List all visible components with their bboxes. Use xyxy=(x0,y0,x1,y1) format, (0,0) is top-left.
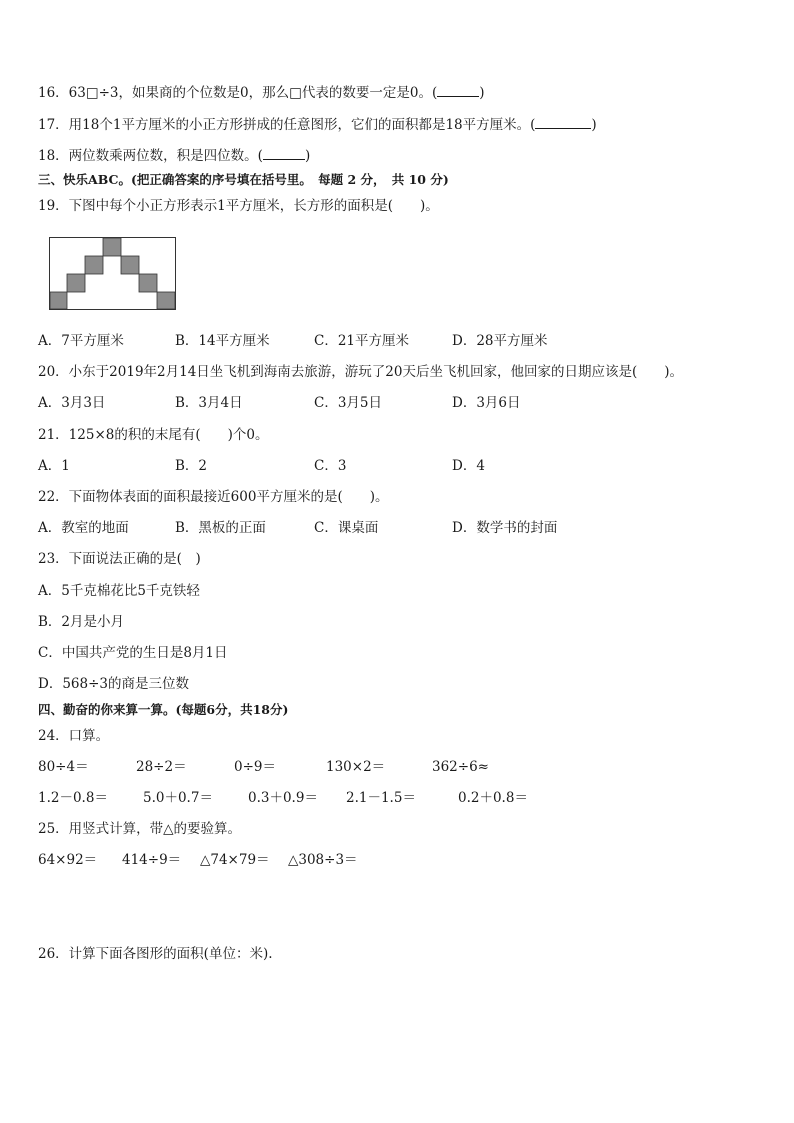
question-17: 17．用18个1平方厘米的小正方形拼成的任意图形，它们的面积都是18平方厘米。( ) xyxy=(38,114,597,134)
question-24: 24．口算。 xyxy=(38,728,110,744)
vertical-calc-item: △308÷3＝ xyxy=(288,852,358,868)
question-23: 23．下面说法正确的是( ) xyxy=(38,551,201,567)
vertical-calc-item: △74×79＝ xyxy=(200,852,270,868)
q19-option-a[interactable]: A．7平方厘米 xyxy=(38,333,124,349)
q21-option-c[interactable]: C．3 xyxy=(314,458,347,474)
question-19: 19．下图中每个小正方形表示1平方厘米，长方形的面积是( )。 xyxy=(38,198,439,214)
q20-option-a[interactable]: A．3月3日 xyxy=(38,395,106,411)
oral-calc-item: 1.2－0.8＝ xyxy=(38,790,108,806)
unit-square xyxy=(157,292,175,309)
oral-calc-item: 130×2＝ xyxy=(326,759,386,775)
answer-blank[interactable] xyxy=(535,114,591,129)
oral-calc-item: 0.3＋0.9＝ xyxy=(248,790,318,806)
q23-option-c[interactable]: C．中国共产党的生日是8月1日 xyxy=(38,645,228,661)
q20-option-b[interactable]: B．3月4日 xyxy=(175,395,243,411)
question-16: 16．63□÷3，如果商的个位数是0，那么□代表的数要一定是0。( ) xyxy=(38,82,485,102)
question-25: 25．用竖式计算，带△的要验算。 xyxy=(38,821,242,837)
q22-option-a[interactable]: A．教室的地面 xyxy=(38,520,129,536)
question-22: 22．下面物体表面的面积最接近600平方厘米的是( )。 xyxy=(38,489,389,505)
unit-square xyxy=(121,256,139,274)
q20-option-c[interactable]: C．3月5日 xyxy=(314,395,383,411)
q19-option-d[interactable]: D．28平方厘米 xyxy=(452,333,548,349)
grid-figure xyxy=(49,237,177,311)
q22-option-c[interactable]: C．课桌面 xyxy=(314,520,379,536)
oral-calc-item: 28÷2＝ xyxy=(136,759,187,775)
unit-square xyxy=(50,292,67,309)
q23-option-a[interactable]: A．5千克棉花比5千克铁轻 xyxy=(38,583,200,599)
unit-square xyxy=(67,274,85,292)
vertical-calc-item: 64×92＝ xyxy=(38,852,98,868)
unit-square xyxy=(103,238,121,256)
oral-calc-item: 0.2＋0.8＝ xyxy=(458,790,528,806)
q19-option-b[interactable]: B．14平方厘米 xyxy=(175,333,270,349)
q22-option-b[interactable]: B．黑板的正面 xyxy=(175,520,266,536)
q23-option-b[interactable]: B．2月是小月 xyxy=(38,614,125,630)
oral-calc-item: 0÷9＝ xyxy=(234,759,276,775)
q21-option-b[interactable]: B．2 xyxy=(175,458,208,474)
question-18: 18．两位数乘两位数，积是四位数。( ) xyxy=(38,145,310,165)
q21-option-a[interactable]: A．1 xyxy=(38,458,70,474)
vertical-calc-item: 414÷9＝ xyxy=(122,852,182,868)
q23-option-d[interactable]: D．568÷3的商是三位数 xyxy=(38,676,189,692)
oral-calc-item: 2.1－1.5＝ xyxy=(346,790,416,806)
unit-square xyxy=(139,274,157,292)
q20-option-d[interactable]: D．3月6日 xyxy=(452,395,521,411)
oral-calc-item: 5.0＋0.7＝ xyxy=(143,790,213,806)
question-21: 21．125×8的积的末尾有( )个0。 xyxy=(38,427,269,443)
section-4-heading: 四、勤奋的你来算一算。(每题6分，共18分) xyxy=(38,702,289,717)
q22-option-d[interactable]: D．数学书的封面 xyxy=(452,520,558,536)
oral-calc-item: 362÷6≈ xyxy=(432,759,489,775)
q21-option-d[interactable]: D．4 xyxy=(452,458,485,474)
question-26: 26．计算下面各图形的面积(单位：米). xyxy=(38,946,273,962)
answer-blank[interactable] xyxy=(263,145,305,160)
oral-calc-item: 80÷4＝ xyxy=(38,759,89,775)
question-20: 20．小东于2019年2月14日坐飞机到海南去旅游，游玩了20天后坐飞机回家，他回家的日期应该是( )。 xyxy=(38,364,684,380)
unit-square xyxy=(85,256,103,274)
section-3-heading: 三、快乐ABC。(把正确答案的序号填在括号里。 每题 2 分， 共 10 分) xyxy=(38,172,449,187)
q19-option-c[interactable]: C．21平方厘米 xyxy=(314,333,410,349)
answer-blank[interactable] xyxy=(437,82,479,97)
